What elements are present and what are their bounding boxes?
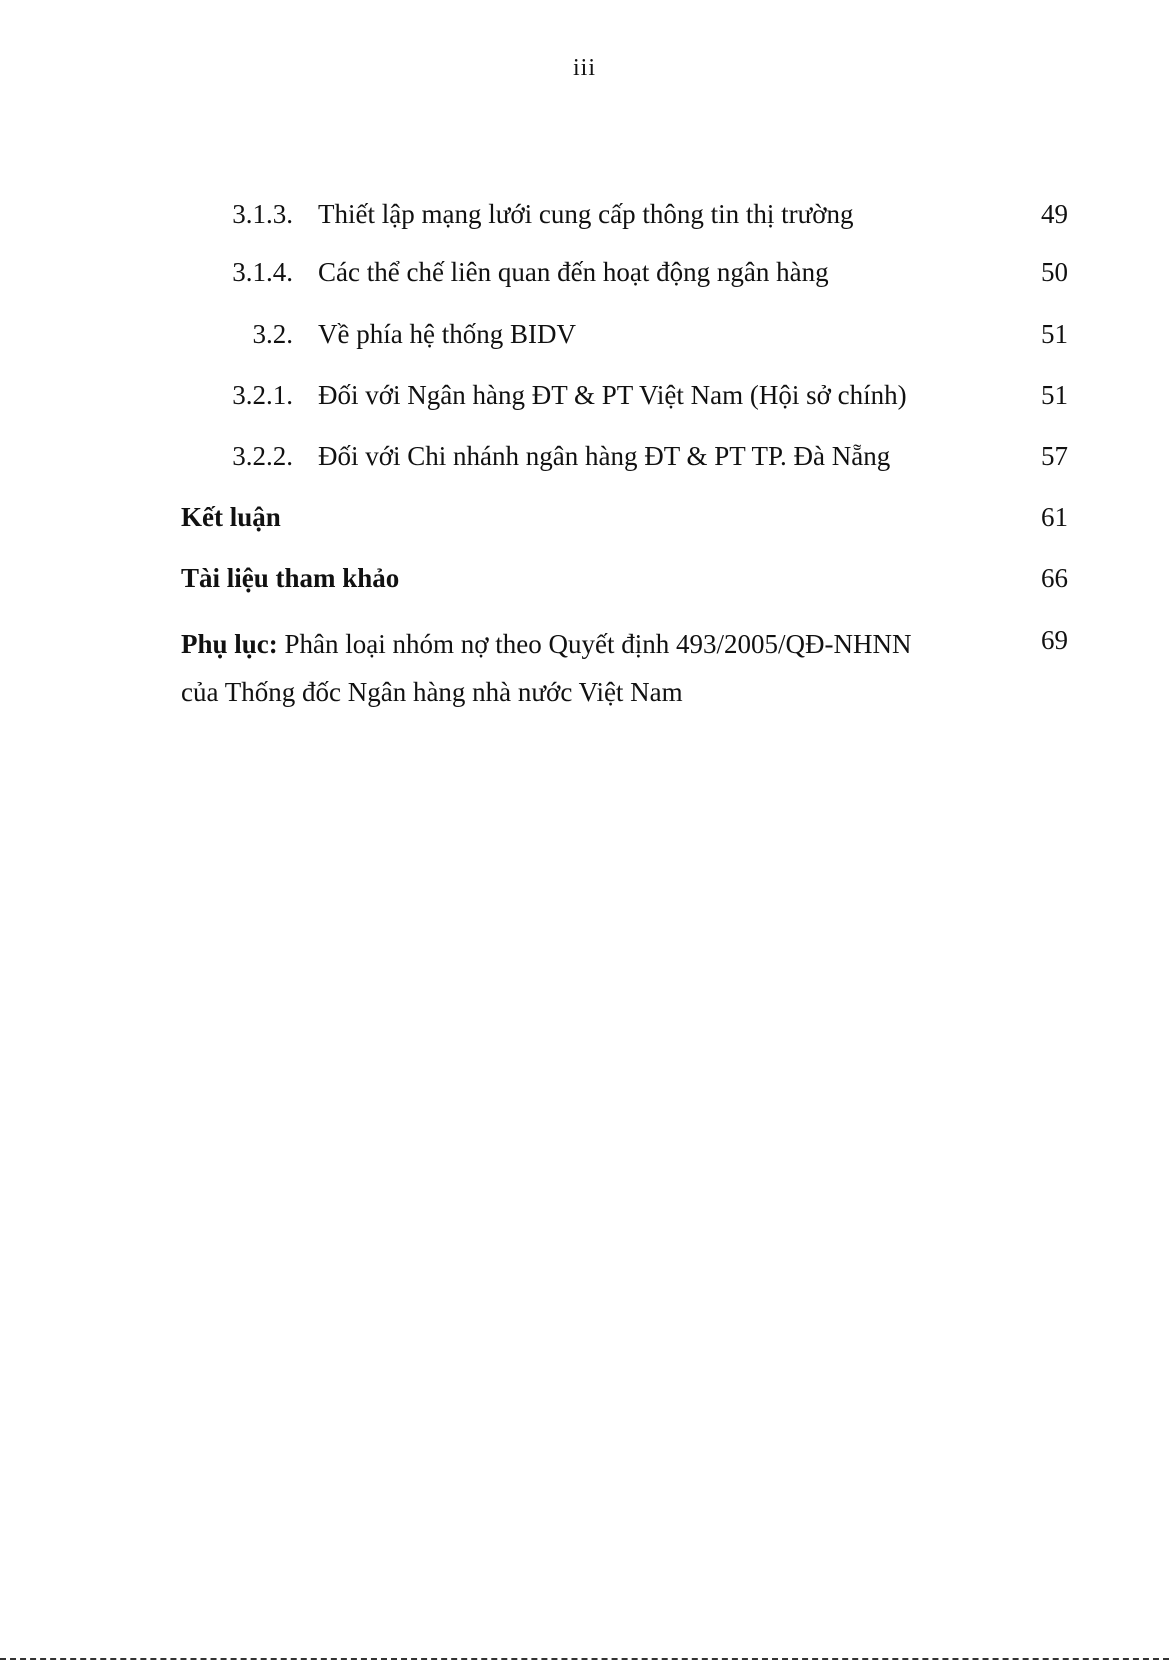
toc-appendix-text-line1: Phân loại nhóm nợ theo Quyết định 493/2005/QĐ-NHNN	[284, 629, 912, 659]
toc-entry	[0, 194, 1169, 234]
toc-conclusion-title: Kết luận	[181, 502, 281, 532]
toc-conclusion	[0, 497, 1169, 537]
toc-entry-title: Đối với Ngân hàng ĐT & PT Việt Nam (Hội sở chính)	[318, 380, 907, 410]
toc-entry-title: Thiết lập mạng lưới cung cấp thông tin thị trường	[318, 199, 854, 229]
toc-entry	[0, 375, 1169, 415]
toc-entry-number: 3.1.4.	[232, 257, 293, 287]
toc-appendix	[181, 620, 961, 716]
toc-entry-number: 3.2.	[252, 319, 293, 349]
toc-entry	[0, 436, 1169, 476]
toc-entry	[0, 252, 1169, 292]
toc-entry	[0, 314, 1169, 354]
toc-conclusion-page: 61	[1041, 502, 1068, 532]
toc-entry-title: Đối với Chi nhánh ngân hàng ĐT & PT TP. Đà Nẵng	[318, 441, 891, 471]
toc-references-title: Tài liệu tham khảo	[181, 563, 400, 593]
toc-references	[0, 558, 1169, 598]
toc-entry-page: 49	[1041, 199, 1068, 229]
toc-appendix-label: Phụ lục:	[181, 629, 278, 659]
toc-entry-page: 50	[1041, 257, 1068, 287]
toc-references-page: 66	[1041, 563, 1068, 593]
toc-entry-page: 51	[1041, 380, 1068, 410]
toc-entry-title: Về phía hệ thống BIDV	[318, 319, 576, 349]
page-number: iii	[572, 55, 596, 81]
toc-entry-title: Các thể chế liên quan đến hoạt động ngân hàng	[318, 257, 829, 287]
bottom-border	[0, 1658, 1169, 1660]
toc-entry-number: 3.2.2.	[232, 441, 293, 471]
toc-entry-page: 51	[1041, 319, 1068, 349]
toc-entry-number: 3.1.3.	[232, 199, 293, 229]
toc-appendix-line1	[181, 620, 961, 668]
toc-entry-page: 57	[1041, 441, 1068, 471]
toc-appendix-text-line2: của Thống đốc Ngân hàng nhà nước Việt Nam	[181, 677, 683, 707]
toc-entry-number: 3.2.1.	[232, 380, 293, 410]
toc-appendix-page: 69	[1041, 625, 1068, 655]
